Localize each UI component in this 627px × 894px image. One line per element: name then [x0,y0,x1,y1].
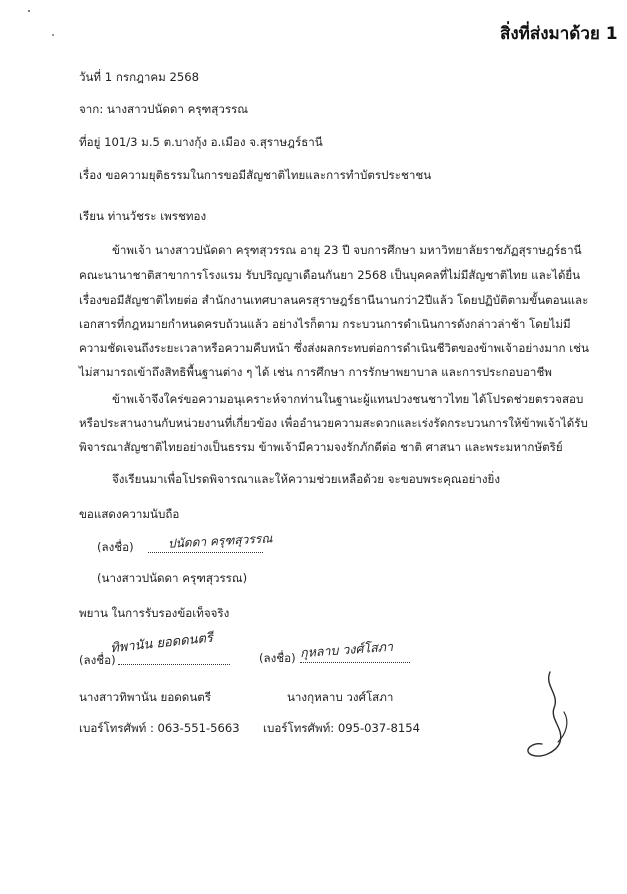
body-line: เอกสารที่กฎหมายกำหนดครบถ้วนแล้ว อย่างไรก็ตาม กระบวนการดำเนินการดังกล่าวล่าช้า โดยไม่มี [79,317,571,331]
witness-2-phone: เบอร์โทรศัพท์: 095-037-8154 [263,721,420,735]
closing: ขอแสดงความนับถือ [79,507,180,521]
body-line: พิจารณาสัญชาติไทยอย่างเป็นธรรม ข้าพเจ้ามีความจงรักภักดีต่อ ชาติ ศาสนา และพระมหากษัตริย์ [79,440,563,454]
body-line: เรื่องขอมีสัญชาติไทยต่อ สำนักงานเทศบาลนครสุราษฎร์ธานีนานกว่า2ปีแล้ว โดยปฏิบัติตามขั้นตอนและ [79,293,589,307]
body-line: หรือประสานงานกับหน่วยงานที่เกี่ยวข้อง เพื่ออำนวยความสะดวกและเร่งรัดกระบวนการให้ข้าพเจ้าได้รับ [79,416,588,430]
signer-printed-name: (นางสาวปนัดดา ครุฑสุวรรณ) [97,571,248,585]
witness-2-signature: กุหลาบ วงศ์โสภา [299,638,394,661]
body-line: คณะนานาชาติสาขาการโรงแรม รับปริญญาเดือนกันยา 2568 เป็นบุคคลที่ไม่มีสัญชาติไทย และได้ยื่น [79,268,581,282]
witness-2-signature-line [300,662,410,663]
witness-2-sign-label: (ลงชื่อ) [259,651,296,665]
witness-2-name: นางกุหลาบ วงศ์โสภา [287,690,394,704]
witness-1-name: นางสาวทิพานัน ยอดดนตรี [79,690,212,704]
witness-heading: พยาน ในการรับรองข้อเท็จจริง [79,606,230,620]
salutation: เรียน ท่านวัชระ เพรชทอง [79,209,207,223]
subject-line: เรื่อง ขอความยุติธรรมในการขอมีสัญชาติไทยและการทำบัตรประชาชน [79,168,432,182]
date-line: วันที่ 1 กรกฎาคม 2568 [79,70,199,84]
scan-speck [28,10,30,12]
witness-1-signature-line [118,664,230,665]
handwritten-initial-mark [520,668,580,768]
body-line: ข้าพเจ้า นางสาวปนัดดา ครุฑสุวรรณ อายุ 23 ปี จบการศึกษา มหาวิทยาลัยราชภัฏสุราษฎร์ธานี [112,243,582,257]
from-line: จาก: นางสาวปนัดดา ครุฑสุวรรณ [79,102,249,116]
attachment-label: สิ่งที่ส่งมาด้วย 1 [500,24,618,44]
witness-1-sign-label: (ลงชื่อ) [79,653,116,667]
signer-signature: ปนัดดา ครุฑสุวรรณ [167,531,273,551]
witness-1-signature: ทิพานัน ยอดดนตรี [109,630,214,657]
witness-1-phone: เบอร์โทรศัพท์ : 063-551-5663 [79,721,240,735]
body-line: ข้าพเจ้าจึงใคร่ขอความอนุเคราะห์จากท่านในฐานะผู้แทนปวงชนชาวไทย ได้โปรดช่วยตรวจสอบ [112,392,584,406]
address-line: ที่อยู่ 101/3 ม.5 ต.บางกุ้ง อ.เมือง จ.สุราษฎร์ธานี [79,135,323,149]
signer-signature-line [148,552,263,553]
body-line: ไม่สามารถเข้าถึงสิทธิพื้นฐานต่าง ๆ ได้ เช่น การศึกษา การรักษาพยาบาล และการประกอบอาชีพ [79,365,552,379]
body-line: ความชัดเจนถึงระยะเวลาหรือความคืบหน้า ซึ่งส่งผลกระทบต่อการดำเนินชีวิตของข้าพเจ้าอย่างมาก เช่น [79,341,589,355]
body-line: จึงเรียนมาเพื่อโปรดพิจารณาและให้ความช่วยเหลือด้วย จะขอบพระคุณอย่างยิ่ง [112,472,501,486]
signer-sign-label: (ลงชื่อ) [97,540,134,554]
scan-speck [52,34,54,36]
